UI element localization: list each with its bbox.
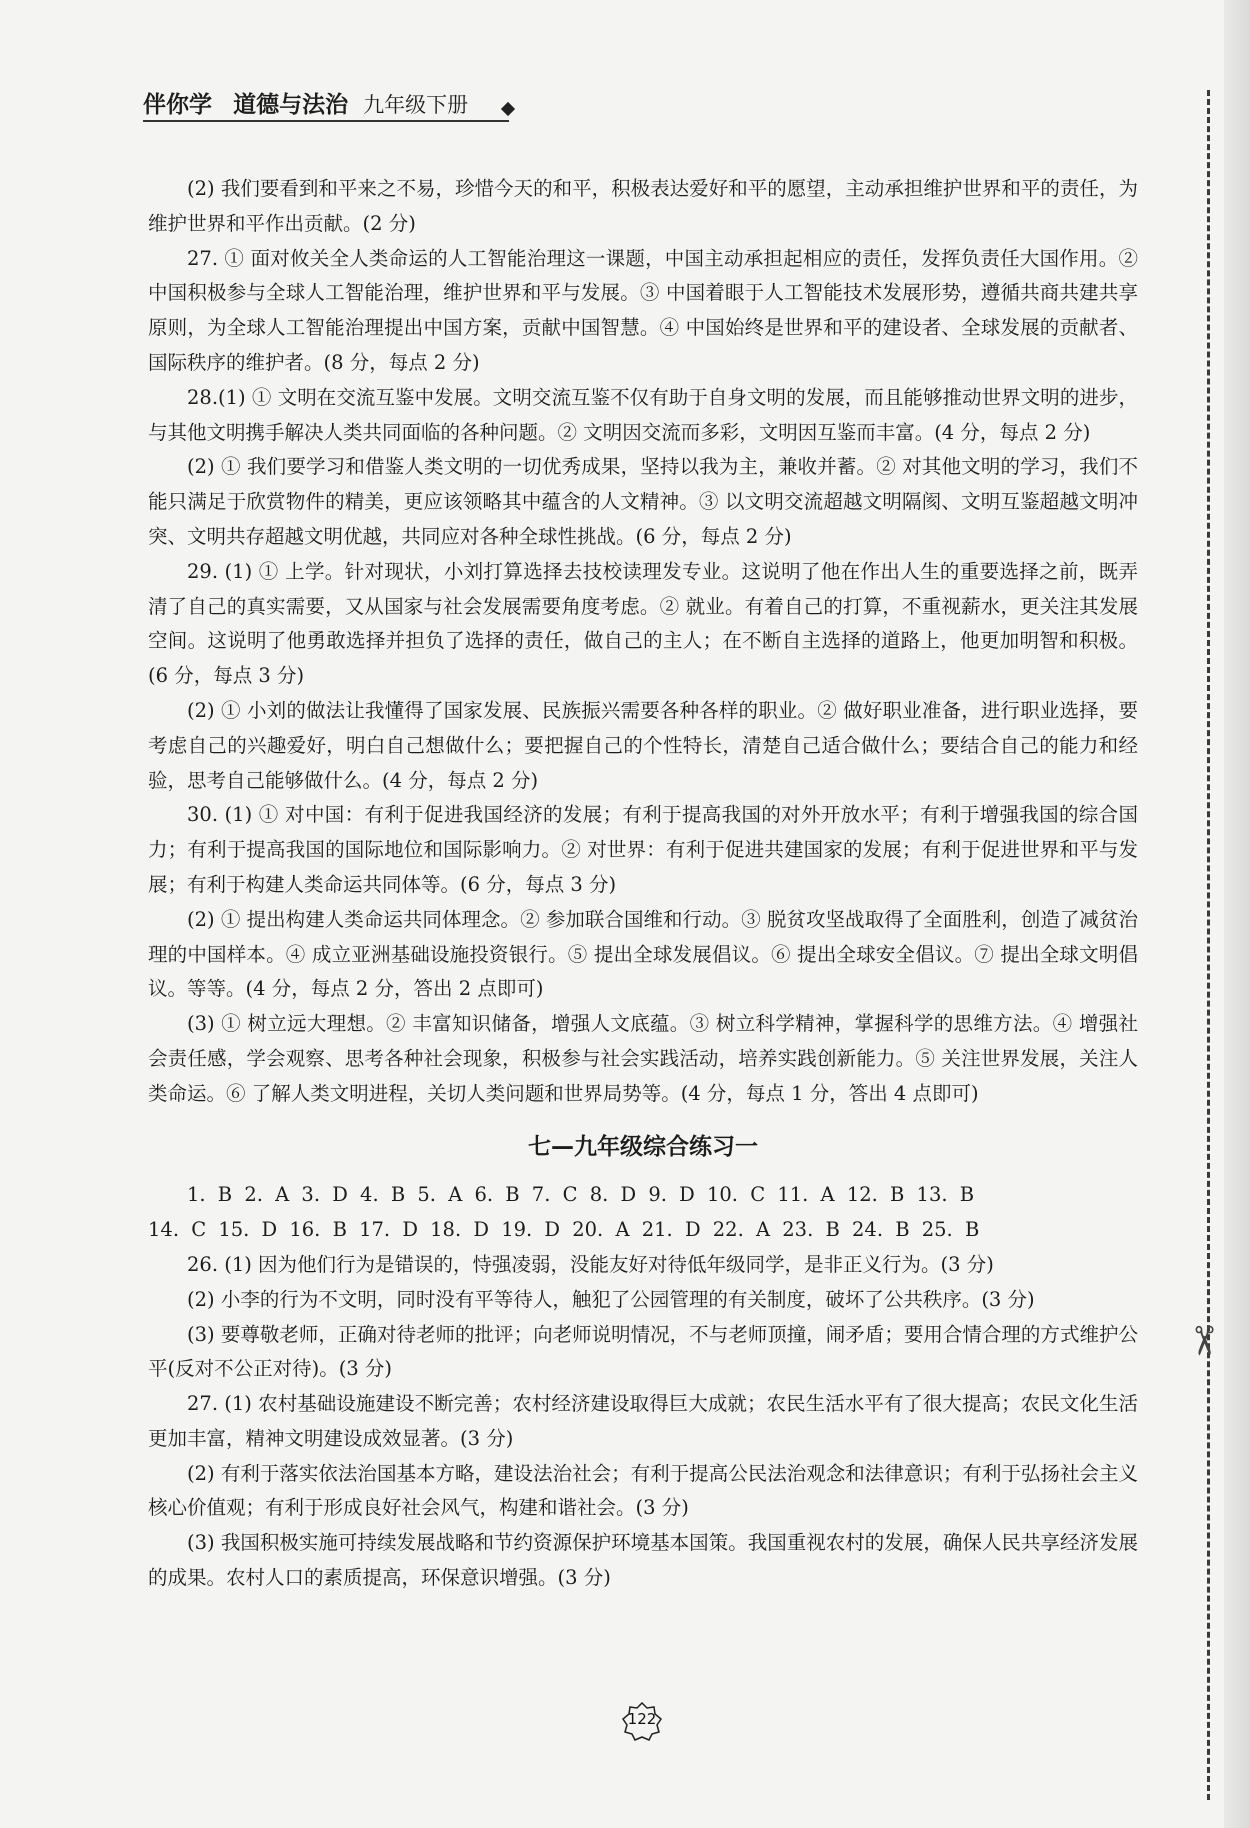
header-rule (143, 120, 509, 122)
answer-paragraph: 26. (1) 因为他们行为是错误的，恃强凌弱，没能友好对待低年级同学，是非正义行为。(3 分) (187, 1252, 994, 1276)
grade-title: 九年级下册 (363, 93, 469, 117)
answer-paragraph: (3) ① 树立远大理想。② 丰富知识储备，增强人文底蕴。③ 树立科学精神，掌握科学的思维方法。④ 增强社会责任感，学会观察、思考各种社会现象，积极参与社会实践活动，培养实践创新能力。⑤ 关注世界发展，关注人类命运。⑥ 了解人类文明进程，关切人类问题和世界局势等。(4 分，每点 1 分，答出 4 点即可) (148, 1012, 1138, 1105)
answer-content (148, 172, 1138, 1596)
answer-paragraph: (2) ① 我们要学习和借鉴人类文明的一切优秀成果，坚持以我为主，兼收并蓄。② 对其他文明的学习，我们不能只满足于欣赏物件的精美，更应该领略其中蕴含的人文精神。③ 以文明交流超越文明隔阂、文明互鉴超越文明冲突、文明共存超越文明优越，共同应对各种全球性挑战。(6 分，每点 2 分) (148, 455, 1138, 548)
series-title: 伴你学 (143, 92, 212, 118)
section-title: 七—九年级综合练习一 (528, 1133, 758, 1160)
mc-answers-line-1: 1. B 2. A 3. D 4. B 5. A 6. B 7. C 8. D 9. D 10. C 11. A 12. B 13. B (187, 1183, 975, 1207)
answer-paragraph: (3) 我国积极实施可持续发展战略和节约资源保护环境基本国策。我国重视农村的发展，确保人民共享经济发展的成果。农村人口的素质提高，环保意识增强。(3 分) (148, 1531, 1138, 1590)
subject-title: 道德与法治 (233, 92, 349, 118)
answer-paragraph: (2) 我们要看到和平来之不易，珍惜今天的和平，积极表达爱好和平的愿望，主动承担维护世界和平的责任，为维护世界和平作出贡献。(2 分) (148, 177, 1138, 235)
cut-line (1207, 90, 1210, 1800)
answer-paragraph: 27. ① 面对攸关全人类命运的人工智能治理这一课题，中国主动承担起相应的责任，发挥负责任大国作用。② 中国积极参与全球人工智能治理，维护世界和平与发展。③ 中国着眼于人工智能技术发展形势，遵循共商共建共享原则，为全球人工智能治理提出中国方案，贡献中国智慧。④ 中国始终是世界和平的建设者、全球发展的贡献者、国际秩序的维护者。(8 分，每点 2 分) (148, 246, 1138, 374)
answer-paragraph: (2) ① 提出构建人类命运共同体理念。② 参加联合国维和行动。③ 脱贫攻坚战取得了全面胜利，创造了减贫治理的中国样本。④ 成立亚洲基础设施投资银行。⑤ 提出全球发展倡议。⑥ 提出全球安全倡议。⑦ 提出全球文明倡议。等等。(4 分，每点 2 分，答出 2 点即可) (148, 907, 1138, 1001)
page-number-text: 122 (627, 1710, 657, 1728)
answer-paragraph: (3) 要尊敬老师，正确对待老师的批评；向老师说明情况，不与老师顶撞，闹矛盾；要用合情合理的方式维护公平(反对不公正对待)。(3 分) (148, 1322, 1138, 1381)
page-number (622, 1702, 662, 1742)
answer-paragraph: (2) 小李的行为不文明，同时没有平等待人，触犯了公园管理的有关制度，破坏了公共秩序。(3 分) (187, 1287, 1035, 1311)
mc-answers-line-2: 14. C 15. D 16. B 17. D 18. D 19. D 20. A 21. D 22. A 23. B 24. B 25. B (148, 1218, 980, 1242)
answer-paragraph: 27. (1) 农村基础设施建设不断完善；农村经济建设取得巨大成就；农民生活水平有了很大提高；农民文化生活更加丰富，精神文明建设成效显著。(3 分) (148, 1392, 1138, 1450)
answer-paragraph: 30. (1) ① 对中国：有利于促进我国经济的发展；有利于提高我国的对外开放水平；有利于增强我国的综合国力；有利于提高我国的国际地位和国际影响力。② 对世界：有利于促进共建国家的发展；有利于促进世界和平与发展；有利于构建人类命运共同体等。(6 分，每点 3 分) (148, 803, 1138, 896)
diamond-icon (501, 102, 515, 116)
page-header (143, 86, 523, 126)
answer-paragraph: 29. (1) ① 上学。针对现状，小刘打算选择去技校读理发专业。这说明了他在作出人生的重要选择之前，既弄清了自己的真实需要，又从国家与社会发展需要角度考虑。② 就业。有着自己的打算，不重视薪水，更关注其发展空间。这说明了他勇敢选择并担负了选择的责任，做自己的主人；在不断自主选择的道路上，他更加明智和积极。(6 分，每点 3 分) (148, 559, 1138, 688)
book-spine-edge (1224, 0, 1250, 1828)
scissors-icon: ✂ (1180, 1324, 1227, 1358)
answer-paragraph: 28.(1) ① 文明在交流互鉴中发展。文明交流互鉴不仅有助于自身文明的发展，而且能够推动世界文明的进步，与其他文明携手解决人类共同面临的各种问题。② 文明因交流而多彩，文明因互鉴而丰富。(4 分，每点 2 分) (148, 385, 1138, 444)
answer-paragraph: (2) ① 小刘的做法让我懂得了国家发展、民族振兴需要各种各样的职业。② 做好职业准备，进行职业选择，要考虑自己的兴趣爱好，明白自己想做什么；要把握自己的个性特长，清楚自己适合做什么；要结合自己的能力和经验，思考自己能够做什么。(4 分，每点 2 分) (148, 698, 1138, 792)
answer-paragraph: (2) 有利于落实依法治国基本方略，建设法治社会；有利于提高公民法治观念和法律意识；有利于弘扬社会主义核心价值观；有利于形成良好社会风气，构建和谐社会。(3 分) (148, 1461, 1138, 1520)
